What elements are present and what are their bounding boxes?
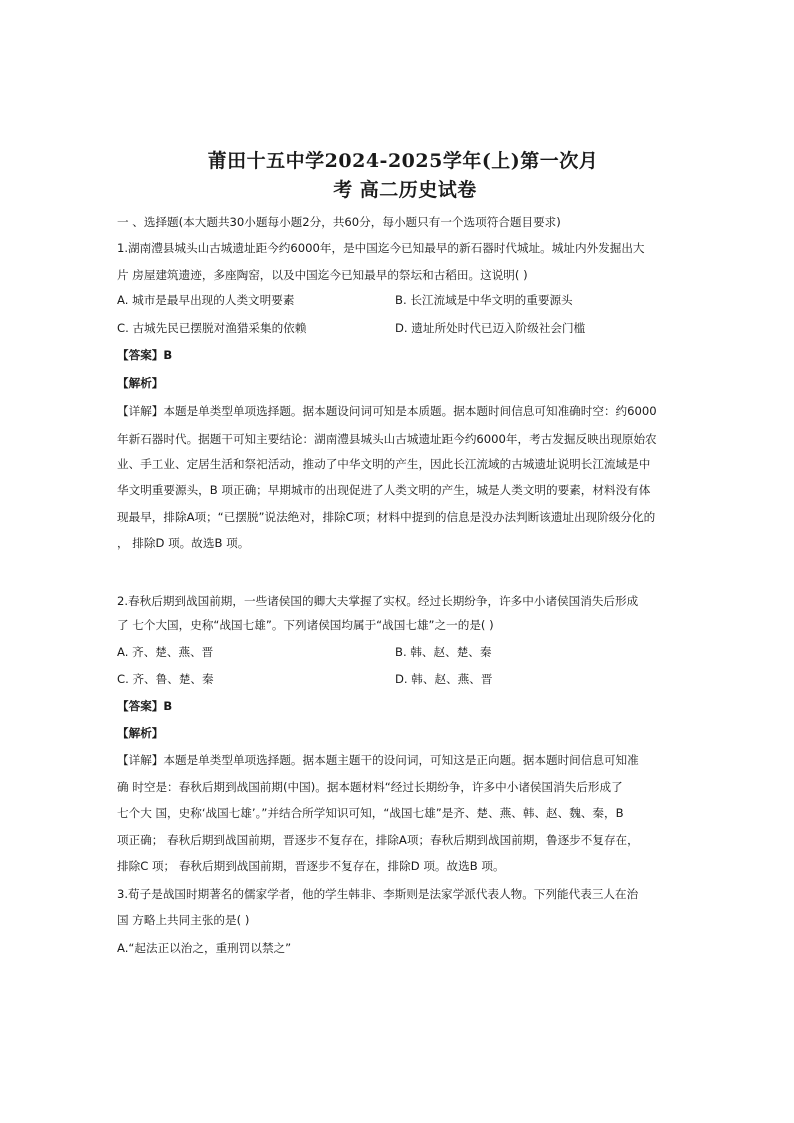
section-header: 一 、选择题(本大题共30小题每小题2分，共60分，每小题只有一个选项符合题目要求) [117,215,561,229]
q2-detail-line5: 排除C 项； 春秋后期到战国前期，晋逐步不复存在，排除D 项。故选B 项。 [117,859,505,873]
q1-analysis-label: 【解析】 [117,376,164,390]
q1-detail-line4: 华文明重要源头，B 项正确；早期城市的出现促进了人类文明的产生，城是人类文明的要素，材料没有体 [117,483,651,497]
q2-detail-line4: 项正确； 春秋后期到战国前期，晋逐步不复存在，排除A项；春秋后期到战国前期，鲁逐步不复存在， [117,833,639,847]
exam-title-line2: 考 高二历史试卷 [333,179,477,201]
q3-stem-line1: 3.荀子是战国时期著名的儒家学者，他的学生韩非、李斯则是法家学派代表人物。下列能代表三人在治 [117,887,639,901]
q1-option-b: B. 长江流域是中华文明的重要源头 [395,293,573,307]
q1-detail-line2: 年新石器时代。据题干可知主要结论：湖南澧县城头山古城遗址距今约6000年，考古发掘反映出现原始农 [117,432,657,446]
q2-option-c: C. 齐、鲁、楚、秦 [117,672,214,686]
q2-detail-line2: 确 时空是：春秋后期到战国前期(中国)。据本题材料“经过长期纷争，许多中小诸侯国消失后形成了 [117,780,623,794]
q2-option-a: A. 齐、楚、燕、晋 [117,645,214,659]
q3-stem-line2: 国 方略上共同主张的是( ) [117,913,250,927]
q1-stem-line1: 1.湖南澧县城头山古城遗址距今约6000年，是中国迄今已知最早的新石器时代城址。城址内外发掘出大 [117,241,645,255]
q2-stem-line2: 了 七个大国，史称“战国七雄”。下列诸侯国均属于“战国七雄”之一的是( ) [117,618,494,632]
q1-answer: 【答案】B [117,348,173,362]
q1-detail-line3: 业、手工业、定居生活和祭祀活动，推动了中华文明的产生，因此长江流域的古城遗址说明长江流域是中 [117,457,651,471]
q1-option-a: A. 城市是最早出现的人类文明要素 [117,293,295,307]
q2-analysis-label: 【解析】 [117,726,164,740]
q2-answer: 【答案】B [117,699,173,713]
exam-title-line1: 莆田十五中学2024-2025学年(上)第一次月 [207,150,599,172]
q1-detail-line5: 现最早，排除A项；“已摆脱”说法绝对，排除C项；材料中提到的信息是没办法判断该遗址出现阶级分化的 [117,510,656,524]
q2-stem-line1: 2.春秋后期到战国前期，一些诸侯国的卿大夫掌握了实权。经过长期纷争，许多中小诸侯国消失后形成 [117,594,639,608]
q2-option-b: B. 韩、赵、楚、秦 [395,645,492,659]
q1-stem-line2: 片 房屋建筑遗迹，多座陶窑，以及中国迄今已知最早的祭坛和古稻田。这说明( ) [117,268,528,282]
q1-option-d: D. 遗址所处时代已迈入阶级社会门槛 [395,321,586,335]
q1-detail-line1: 【详解】本题是单类型单项选择题。据本题设问词可知是本质题。据本题时间信息可知准确时空：约6000 [117,404,657,418]
q3-option-a: A.“起法正以治之，重刑罚以禁之” [117,941,292,955]
q2-option-d: D. 韩、赵、燕、晋 [395,672,493,686]
q1-detail-line6: ， 排除D 项。故选B 项。 [117,536,250,550]
q2-detail-line1: 【详解】本题是单类型单项选择题。据本题主题干的设问词，可知这是正向题。据本题时间信息可知准 [117,753,639,767]
q1-option-c: C. 古城先民已摆脱对渔猎采集的依赖 [117,321,307,335]
q2-detail-line3: 七个大 国，史称‘战国七雄’。”并结合所学知识可知，“战国七雄”是齐、楚、燕、韩、赵、魏、秦，B [117,806,624,820]
